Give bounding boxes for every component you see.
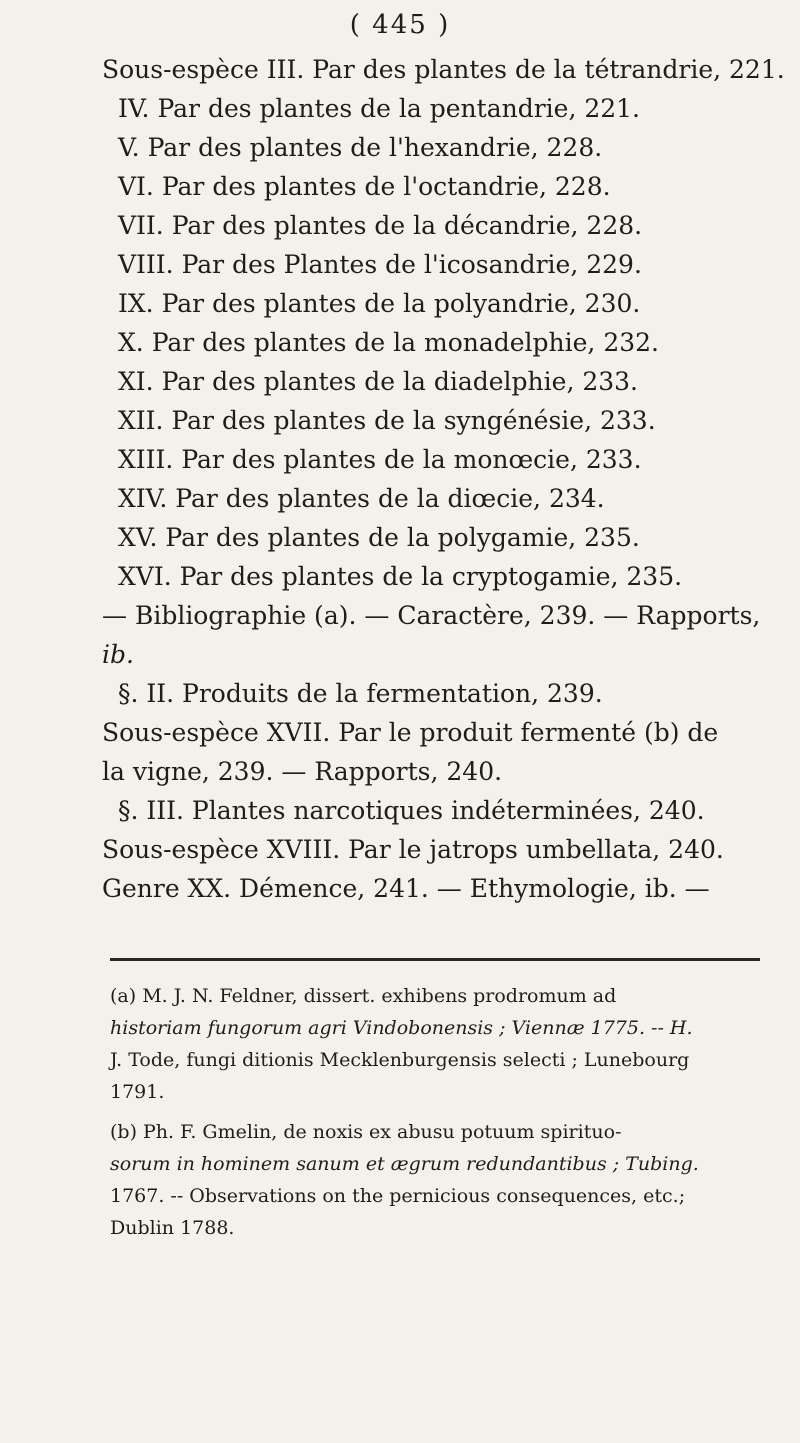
footnote-a: [110, 980, 760, 1108]
table-of-contents: [102, 50, 785, 908]
toc-line: Sous-espèce XVIII. Par le jatrops umbellata, 240.: [102, 835, 724, 864]
toc-line: la vigne, 239. — Rapports, 240.: [102, 757, 503, 786]
footnote-line: Dublin 1788.: [110, 1217, 235, 1239]
toc-line: VI. Par des plantes de l'octandrie, 228.: [118, 172, 611, 201]
footnote-b: [110, 1116, 760, 1244]
toc-line: VII. Par des plantes de la décandrie, 228.: [118, 211, 643, 240]
toc-line: XIII. Par des plantes de la monœcie, 233.: [118, 445, 642, 474]
footnote-line: (b) Ph. F. Gmelin, de noxis ex abusu potuum spirituo-: [110, 1121, 622, 1143]
toc-line: V. Par des plantes de l'hexandrie, 228.: [118, 133, 603, 162]
page-number: ( 445 ): [349, 10, 451, 40]
footnote-line: 1791.: [110, 1081, 165, 1103]
toc-line: XI. Par des plantes de la diadelphie, 233.: [118, 367, 639, 396]
footnote-line: (a) M. J. N. Feldner, dissert. exhibens prodromum ad: [110, 985, 617, 1007]
footnote-line: historiam fungorum agri Vindobonensis ; Viennæ 1775. -- H.: [110, 1017, 693, 1039]
toc-line: §. II. Produits de la fermentation, 239.: [118, 679, 603, 708]
toc-line: X. Par des plantes de la monadelphie, 232.: [118, 328, 659, 357]
toc-line: — Bibliographie (a). — Caractère, 239. — Rapports,: [102, 601, 761, 630]
toc-line: IX. Par des plantes de la polyandrie, 230.: [118, 289, 641, 318]
toc-line: XIV. Par des plantes de la diœcie, 234.: [118, 484, 605, 513]
toc-line: IV. Par des plantes de la pentandrie, 221.: [118, 94, 640, 123]
toc-line: Sous-espèce III. Par des plantes de la tétrandrie, 221.: [102, 55, 785, 84]
toc-line: Sous-espèce XVII. Par le produit fermenté (b) de: [102, 718, 719, 747]
toc-line: XII. Par des plantes de la syngénésie, 233.: [118, 406, 656, 435]
footnote-line: 1767. -- Observations on the pernicious consequences, etc.;: [110, 1185, 686, 1207]
toc-line: XVI. Par des plantes de la cryptogamie, 235.: [118, 562, 683, 591]
footnotes: [110, 980, 760, 1252]
footnote-line: sorum in hominem sanum et ægrum redundantibus ; Tubing.: [110, 1153, 699, 1175]
toc-line: Genre XX. Démence, 241. — Ethymologie, ib. —: [102, 874, 710, 903]
toc-line: ib.: [102, 640, 134, 669]
footnote-divider: [110, 958, 760, 961]
footnote-line: J. Tode, fungi ditionis Mecklenburgensis selecti ; Lunebourg: [110, 1049, 690, 1071]
toc-line: VIII. Par des Plantes de l'icosandrie, 229.: [118, 250, 642, 279]
toc-line: XV. Par des plantes de la polygamie, 235.: [118, 523, 640, 552]
toc-line: §. III. Plantes narcotiques indéterminées, 240.: [118, 796, 705, 825]
